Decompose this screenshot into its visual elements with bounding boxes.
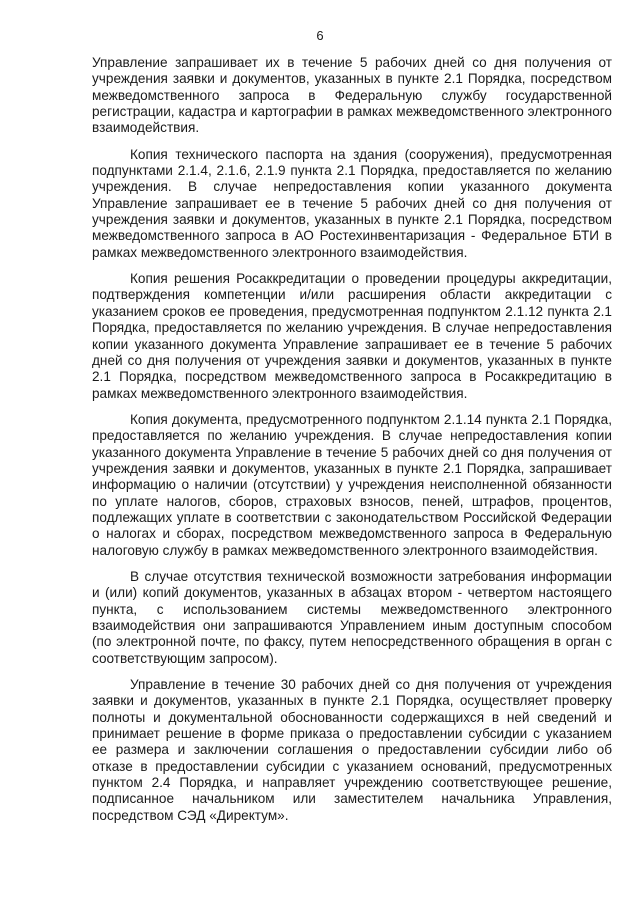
paragraph-continuation: Управление запрашивает их в течение 5 рабочих дней со дня получения от учреждения заявки и документов, указанных в пункте 2.1 Порядка, посредством межведомственного запроса в Федеральную службу государственной регистрации, кадастра и картографии в рамках межведомственного электронного взаимодействия. [92, 55, 612, 136]
paragraph-accreditation: Копия решения Росаккредитации о проведении процедуры аккредитации, подтверждения компетенции и/или расширения области аккредитации с указанием сроков ее проведения, предусмотренная подпунктом 2.1.12 пункта 2.1 Порядка, предоставляется по желанию учреждения. В случае непредоставления копии указанного документа Управление запрашивает ее в течение 5 рабочих дней со дня получения от учреждения заявки и документов, указанных в пункте 2.1 Порядка, посредством межведомственного запроса в Росаккредитацию в рамках межведомственного электронного взаимодействия. [92, 271, 612, 401]
page-number: 6 [316, 28, 324, 43]
document-body [92, 55, 612, 834]
paragraph-technical-passport: Копия технического паспорта на здания (сооружения), предусмотренная подпунктами 2.1.4, 2.1.6, 2.1.9 пункта 2.1 Порядка, предоставляется по желанию учреждения. В случае непредоставления копии указанного документа Управление запрашивает ее в течение 5 рабочих дней со дня получения от учреждения заявки и документов, указанных в пункте 2.1 Порядка, посредством межведомственного запроса в АО Ростехинвентаризация - Федеральное БТИ в рамках межведомственного электронного взаимодействия. [92, 146, 612, 260]
paragraph-decision: Управление в течение 30 рабочих дней со дня получения от учреждения заявки и документов, указанных в пункте 2.1 Порядка, осуществляет проверку полноты и документальной обоснованности содержащихся в ней сведений и принимает решение в форме приказа о предоставлении субсидии с указанием ее размера и заключении соглашения о предоставлении субсидии либо об отказе в предоставлении субсидии с указанием оснований, предусмотренных пунктом 2.4 Порядка, и направляет учреждению соответствующее решение, подписанное начальником или заместителем начальника Управления, посредством СЭД «Директум». [92, 677, 612, 823]
paragraph-tax-document: Копия документа, предусмотренного подпунктом 2.1.14 пункта 2.1 Порядка, предоставляется по желанию учреждения. В случае непредоставления копии указанного документа Управление в течение 5 рабочих дней со дня получения от учреждения заявки и документов, указанных в пункте 2.1 Порядка, запрашивает информацию о наличии (отсутствии) у учреждения неисполненной обязанности по уплате налогов, сборов, страховых взносов, пеней, штрафов, процентов, подлежащих уплате в соответствии с законодательством Российской Федерации о налогах и сборах, посредством межведомственного запроса в Федеральную налоговую службу в рамках межведомственного электронного взаимодействия. [92, 411, 612, 558]
paragraph-no-technical-possibility: В случае отсутствия технической возможности затребования информации и (или) копий документов, указанных в абзацах втором - четвертом настоящего пункта, с использованием системы межведомственного электронного взаимодействия они запрашиваются Управлением иным доступным способом (по электронной почте, по факсу, путем непосредственного обращения в орган с соответствующим запросом). [92, 568, 612, 666]
